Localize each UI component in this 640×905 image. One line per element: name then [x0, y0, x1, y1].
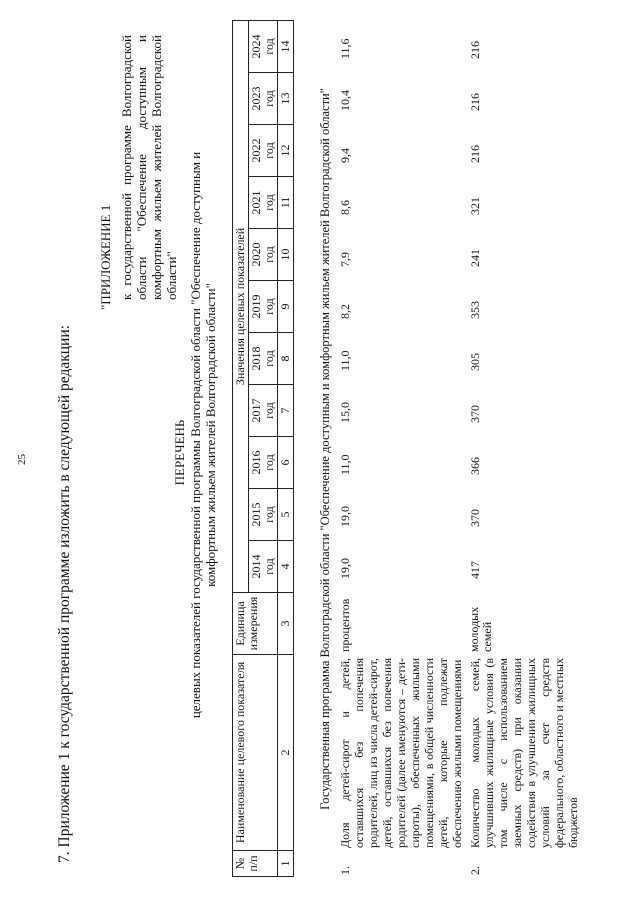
col-number: 6: [278, 437, 294, 489]
col-number: 1: [278, 851, 294, 877]
page-number: 25: [16, 454, 28, 465]
indicators-table: [232, 20, 294, 877]
header-row-1: [233, 20, 249, 876]
col-number: 12: [278, 125, 294, 177]
col-number: 7: [278, 385, 294, 437]
row-name: Доля детей-сирот и детей, оставшихся без попечения родителей, лиц из числа детей-сирот, детей, оставшихся без попечения родителей (далее именуются – дети-сироты), обеспеченных жилыми помещениями, в общей численности детей, которые подлежат обеспечению жилыми помещениями: [338, 658, 464, 848]
row-value: 370: [468, 405, 482, 423]
table-row: [468, 21, 628, 877]
row-value: 216: [468, 145, 482, 163]
row-value: 370: [468, 509, 482, 527]
section-title: Государственная программа Волгоградской области "Обеспечение доступным и комфортным жильем жителей Волгоградской области": [318, 88, 332, 810]
col-number: 3: [278, 593, 294, 655]
header-unit: Единица измерения: [233, 593, 278, 655]
year-header: 2017 год: [249, 385, 278, 437]
col-number: 2: [278, 655, 294, 851]
row-unit: молодых семей: [467, 606, 494, 652]
header-num: № п/п: [233, 851, 278, 877]
row-value: 241: [468, 249, 482, 267]
year-header: 2016 год: [249, 437, 278, 489]
col-number: 4: [278, 541, 294, 593]
col-number: 8: [278, 333, 294, 385]
row-value: 19,0: [338, 506, 352, 527]
col-number: 13: [278, 73, 294, 125]
row-value: 305: [468, 353, 482, 371]
row-num: 2.: [468, 866, 482, 875]
amendment-intro: 7. Приложение 1 к государственной программе изложить в следующей редакции:: [56, 325, 73, 863]
col-number: 14: [278, 20, 294, 72]
row-name: Количество молодых семей, улучшивших жилищные условия (в том числе с использованием заемных средств) при оказании содействия в улучшении жилищных условий за счет средств федерального, областного и местных бюджетов: [468, 658, 580, 848]
row-value: 10,4: [338, 90, 352, 111]
row-value: 9,4: [338, 148, 352, 163]
header-name: Наименование целевого показателя: [233, 655, 278, 851]
col-number: 10: [278, 229, 294, 281]
year-header: 2018 год: [249, 333, 278, 385]
col-number: 5: [278, 489, 294, 541]
appendix-block: [98, 35, 179, 310]
row-unit: процентов: [338, 598, 352, 652]
row-value: 11,6: [338, 38, 352, 59]
year-header: 2023 год: [249, 73, 278, 125]
row-value: 417: [468, 561, 482, 579]
year-header: 2024 год: [249, 20, 278, 72]
appendix-text: к государственной программе Волгоградской области "Обеспечение доступным и комфортным жильем жителей Волгоградской области": [119, 35, 179, 300]
appendix-heading: "ПРИЛОЖЕНИЕ 1: [98, 204, 113, 310]
header-values-group: Значения целевых показателей: [233, 20, 249, 592]
year-header: 2022 год: [249, 125, 278, 177]
year-header: 2014 год: [249, 541, 278, 593]
row-value: 366: [468, 457, 482, 475]
row-value: 8,2: [338, 304, 352, 319]
list-title: ПЕРЕЧЕНЬ: [172, 419, 187, 486]
list-subtitle: целевых показателей государственной программы Волгоградской области "Обеспечение доступным и комфортным жильем жителей Волгоградской области": [188, 151, 218, 719]
row-value: 216: [468, 41, 482, 59]
row-value: 8,6: [338, 200, 352, 215]
col-number: 11: [278, 177, 294, 229]
row-value: 216: [468, 93, 482, 111]
row-value: 11,0: [338, 350, 352, 371]
row-num: 1.: [338, 866, 352, 875]
col-number: 9: [278, 281, 294, 333]
row-value: 353: [468, 301, 482, 319]
row-value: 15,0: [338, 402, 352, 423]
year-header: 2021 год: [249, 177, 278, 229]
row-value: 321: [468, 197, 482, 215]
row-value: 11,0: [338, 454, 352, 475]
year-header: 2015 год: [249, 489, 278, 541]
row-value: 19,0: [338, 558, 352, 579]
row-value: 7,9: [338, 252, 352, 267]
column-number-row: [278, 20, 294, 876]
year-header: 2019 год: [249, 281, 278, 333]
year-header: 2020 год: [249, 229, 278, 281]
